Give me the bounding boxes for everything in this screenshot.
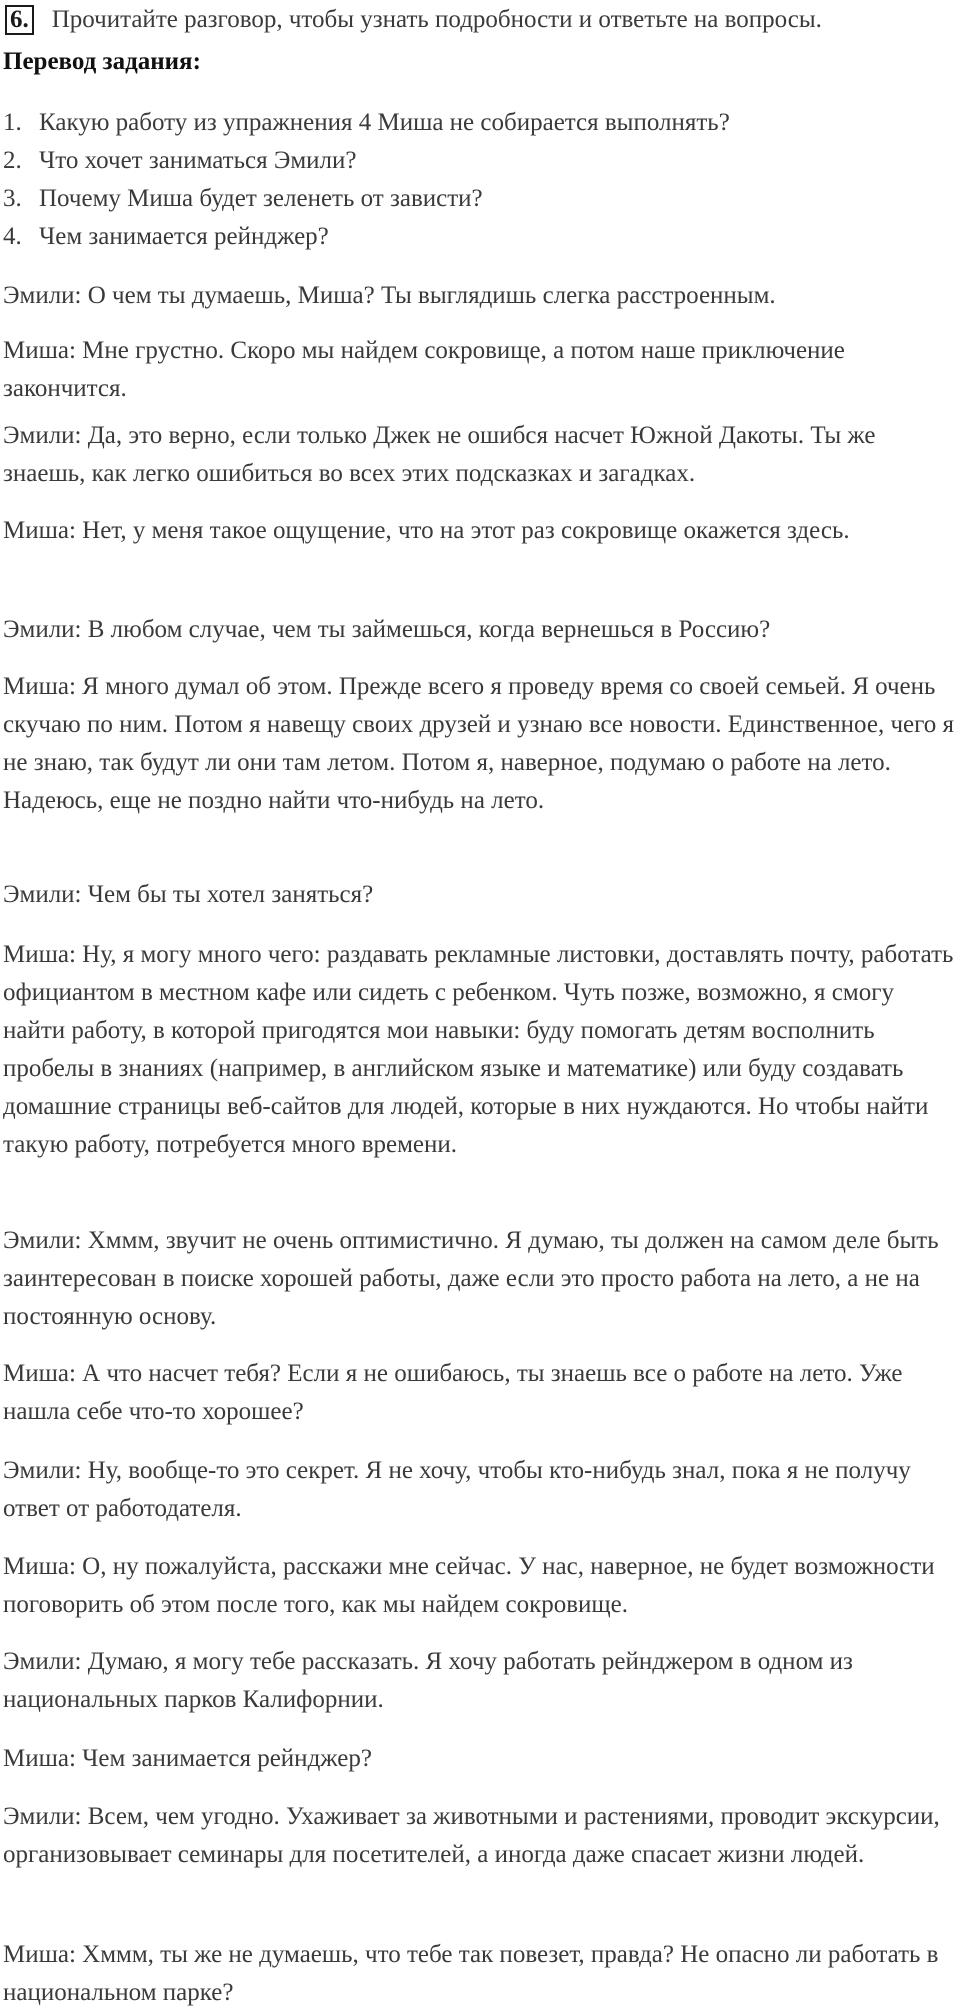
translation-title: Перевод задания:	[3, 48, 201, 75]
task-instruction: Прочитайте разговор, чтобы узнать подробности и ответьте на вопросы.	[51, 6, 822, 33]
question-item	[3, 218, 730, 256]
task-number-box: 6.	[5, 5, 34, 35]
question-number: 1.	[3, 109, 22, 136]
question-number: 4.	[3, 223, 22, 250]
question-item	[3, 142, 730, 180]
dialogue-line-misha: Миша: О, ну пожалуйста, расскажи мне сейчас. У нас, наверное, не будет возможности поговорить об этом после того, как мы найдем сокровище.	[3, 1553, 935, 1618]
dialogue-line-misha: Миша: Хммм, ты же не думаешь, что тебе так повезет, правда? Не опасно ли работать в национальном парке?	[3, 1941, 939, 2006]
dialogue-line-emily: Эмили: В любом случае, чем ты займешься, когда вернешься в Россию?	[3, 616, 771, 643]
task-header	[5, 5, 822, 35]
questions-list	[3, 104, 730, 256]
dialogue-line-misha: Миша: Я много думал об этом. Прежде всего я проведу время со своей семьей. Я очень скучаю по ним. Потом я навещу своих друзей и узнаю все новости. Единственное, чего я не знаю, так будут ли они там летом. Потом я, наверное, подумаю о работе на лето. Надеюсь, еще не поздно найти что-нибудь на лето.	[3, 673, 955, 814]
question-text: Почему Миша будет зеленеть от зависти?	[39, 185, 483, 212]
dialogue-line-emily: Эмили: Ну, вообще-то это секрет. Я не хочу, чтобы кто-нибудь знал, пока я не получу ответ от работодателя.	[3, 1457, 911, 1522]
dialogue-line-emily: Эмили: Да, это верно, если только Джек не ошибся насчет Южной Дакоты. Ты же знаешь, как легко ошибиться во всех этих подсказках и загадках.	[3, 422, 876, 487]
question-item	[3, 180, 730, 218]
dialogue-line-emily: Эмили: Думаю, я могу тебе рассказать. Я хочу работать рейнджером в одном из национальных парков Калифорнии.	[3, 1648, 853, 1713]
dialogue-line-misha: Миша: Мне грустно. Скоро мы найдем сокровище, а потом наше приключение закончится.	[3, 337, 845, 402]
dialogue-line-misha: Миша: Чем занимается рейнджер?	[3, 1745, 372, 1772]
dialogue-line-emily: Эмили: О чем ты думаешь, Миша? Ты выглядишь слегка расстроенным.	[3, 282, 776, 309]
question-item	[3, 104, 730, 142]
dialogue-line-emily: Эмили: Хммм, звучит не очень оптимистично. Я думаю, ты должен на самом деле быть заинтересован в поиске хорошей работы, даже если это просто работа на лето, а не на постоянную основу.	[3, 1227, 939, 1330]
dialogue-line-misha: Миша: А что насчет тебя? Если я не ошибаюсь, ты знаешь все о работе на лето. Уже нашла себе что-то хорошее?	[3, 1360, 903, 1425]
question-text: Что хочет заниматься Эмили?	[39, 147, 357, 174]
question-text: Чем занимается рейнджер?	[39, 223, 329, 250]
dialogue-line-misha: Миша: Ну, я могу много чего: раздавать рекламные листовки, доставлять почту, работать официантом в местном кафе или сидеть с ребенком. Чуть позже, возможно, я смогу найти работу, в которой пригодятся мои навыки: буду помогать детям восполнить пробелы в знаниях (например, в английском языке и математике) или буду создавать домашние страницы веб-сайтов для людей, которые в них нуждаются. Но чтобы найти такую работу, потребуется много времени.	[3, 941, 954, 1158]
dialogue-line-emily: Эмили: Чем бы ты хотел заняться?	[3, 881, 374, 908]
dialogue-line-misha: Миша: Нет, у меня такое ощущение, что на этот раз сокровище окажется здесь.	[3, 517, 850, 544]
dialogue-line-emily: Эмили: Всем, чем угодно. Ухаживает за животными и растениями, проводит экскурсии, организовывает семинары для посетителей, а иногда даже спасает жизни людей.	[3, 1803, 940, 1868]
question-number: 2.	[3, 147, 22, 174]
question-number: 3.	[3, 185, 22, 212]
question-text: Какую работу из упражнения 4 Миша не собирается выполнять?	[39, 109, 730, 136]
